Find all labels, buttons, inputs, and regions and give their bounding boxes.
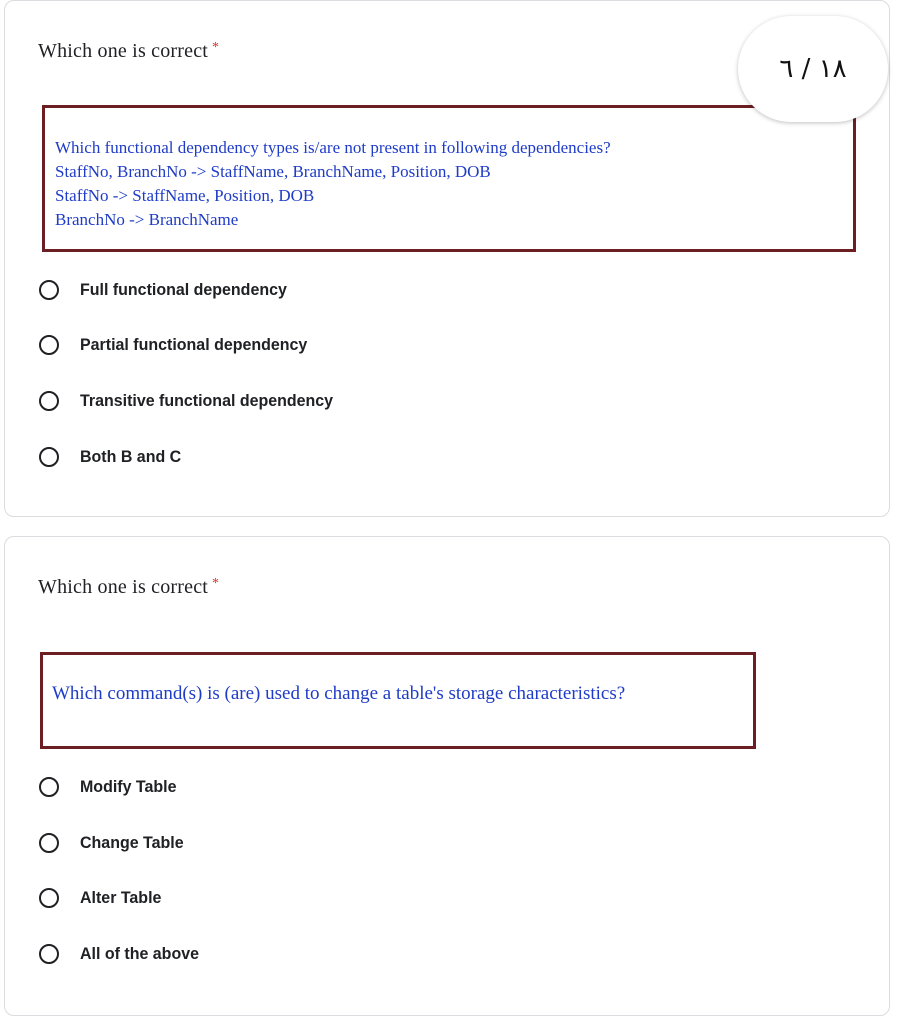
- radio-button[interactable]: [39, 944, 59, 964]
- option-label: Modify Table: [80, 777, 177, 796]
- radio-button[interactable]: [39, 280, 59, 300]
- option-transitive-functional-dependency[interactable]: [39, 387, 349, 415]
- option-label: Transitive functional dependency: [80, 391, 334, 410]
- option-label: All of the above: [80, 944, 199, 963]
- prompt-line: BranchNo -> BranchName: [55, 210, 239, 229]
- option-partial-functional-dependency[interactable]: [39, 331, 322, 359]
- page-indicator-text: ١٨ / ٦: [779, 54, 847, 84]
- option-label: Alter Table: [80, 888, 162, 907]
- question-prompt-box: [42, 105, 856, 252]
- question-title-text: Which one is correct: [38, 40, 209, 62]
- question-title: [38, 40, 219, 63]
- option-full-functional-dependency[interactable]: [39, 276, 300, 304]
- option-label: Full functional dependency: [80, 280, 287, 299]
- question-prompt-box: [40, 652, 756, 749]
- radio-button[interactable]: [39, 335, 59, 355]
- option-modify-table[interactable]: [39, 773, 183, 801]
- radio-button[interactable]: [39, 447, 59, 467]
- prompt-line: Which functional dependency types is/are not present in following dependencies?: [55, 138, 611, 157]
- question-card-2: [4, 536, 890, 1016]
- option-both-b-and-c[interactable]: [39, 443, 188, 471]
- option-change-table[interactable]: [39, 829, 190, 857]
- option-all-of-the-above[interactable]: [39, 940, 207, 968]
- radio-button[interactable]: [39, 833, 59, 853]
- radio-button[interactable]: [39, 888, 59, 908]
- question-title-text: Which one is correct: [38, 576, 209, 598]
- radio-button[interactable]: [39, 391, 59, 411]
- prompt-line: StaffNo -> StaffName, Position, DOB: [55, 186, 315, 205]
- required-marker: *: [212, 40, 220, 55]
- option-label: Partial functional dependency: [80, 335, 308, 354]
- radio-button[interactable]: [39, 777, 59, 797]
- prompt-line: StaffNo, BranchNo -> StaffName, BranchName, Position, DOB: [55, 162, 491, 181]
- required-marker: *: [212, 576, 220, 591]
- question-title: [38, 576, 219, 599]
- prompt-text: Which command(s) is (are) used to change a table's storage characteristics?: [52, 683, 626, 704]
- option-label: Both B and C: [80, 447, 182, 466]
- option-alter-table[interactable]: [39, 884, 167, 912]
- page-indicator-badge: [738, 16, 888, 122]
- option-label: Change Table: [80, 833, 184, 852]
